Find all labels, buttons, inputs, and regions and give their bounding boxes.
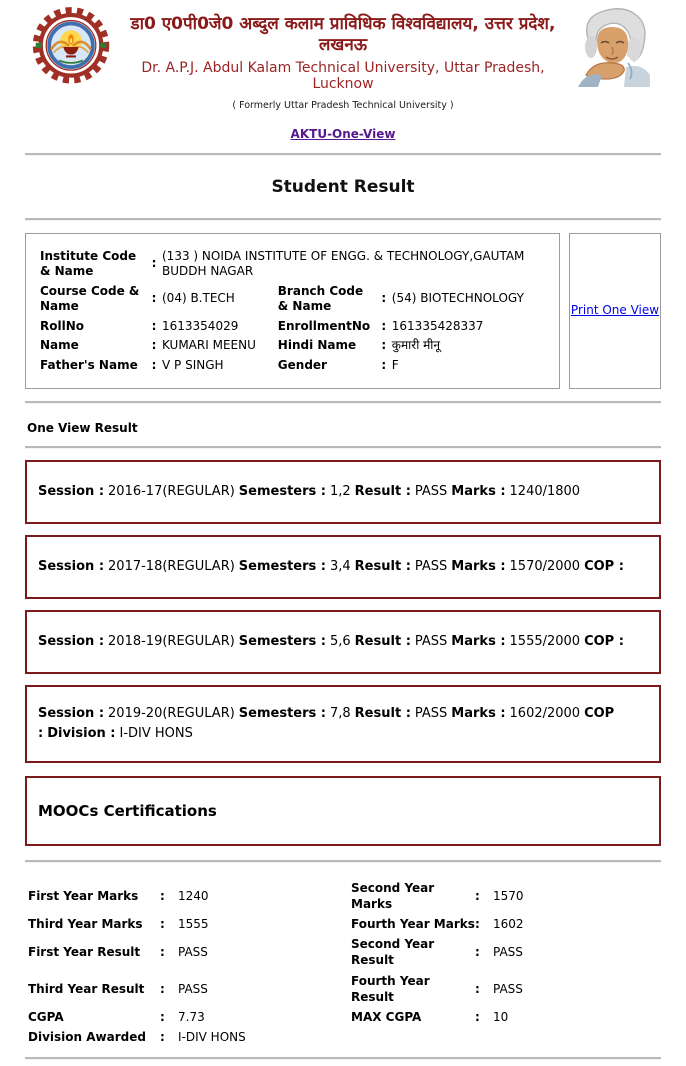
cop-label: COP : [584,558,624,574]
info-row-father-gender [38,356,549,376]
branch-label: Branch Code & Name [277,283,364,314]
summary-row [28,1027,661,1047]
summary-row [28,934,661,970]
name-label: Name [40,338,79,353]
empty-cell [493,1027,661,1047]
semesters-label: Semesters : [238,706,326,722]
session-label: Session : [38,558,105,574]
bottom-spacer [0,1060,686,1066]
colon: : [475,1009,480,1024]
divider [25,218,661,221]
colon: : [160,945,165,960]
marks-label: Marks : [451,558,506,574]
colon: : [151,338,157,353]
institute-value: (133 ) NOIDA INSTITUTE OF ENGG. & TECHNOLOGY,GAUTAM BUDDH NAGAR [162,248,525,279]
fourth-year-marks-label: Fourth Year Marks [351,917,475,932]
aktu-one-view-link[interactable]: AKTU-One-View [290,126,396,141]
rollno-label: RollNo [40,318,84,333]
course-label: Course Code & Name [40,283,140,314]
cgpa-label: CGPA [28,1009,64,1024]
session-value: 2018-19(REGULAR) [108,633,235,649]
empty-cell [475,1027,493,1047]
third-year-result-value: PASS [178,981,208,996]
info-row-course-branch [38,282,549,317]
gender-label: Gender [277,358,327,373]
colon: : [475,888,480,903]
semesters-value: 5,6 [329,633,351,649]
cgpa-value: 7.73 [178,1009,205,1024]
enrollment-label: EnrollmentNo [277,318,371,333]
info-row-name [38,336,549,356]
colon: : [151,358,157,373]
father-name-value: V P SINGH [162,358,224,373]
empty-cell [351,1027,475,1047]
session-value: 2019-20(REGULAR) [108,706,235,722]
summary-row [28,914,661,934]
name-value: KUMARI MEENU [162,338,256,353]
university-title-block [118,5,568,111]
division-awarded-label: Division Awarded [28,1030,146,1045]
divider [25,401,661,404]
colon: : [151,256,157,271]
division-awarded-value: I-DIV HONS [178,1030,246,1045]
session-line [38,557,628,577]
colon: : [381,338,387,353]
session-line [38,482,584,502]
max-cgpa-value: 10 [493,1009,509,1024]
semesters-label: Semesters : [238,558,326,574]
page-title: Student Result [271,176,415,197]
student-info-table [38,247,549,376]
student-info-section [25,233,661,389]
colon: : [151,291,157,306]
university-former-name: ( Formerly Uttar Pradesh Technical University ) [232,99,454,111]
gender-value: F [391,358,399,373]
rollno-value: 1613354029 [162,318,239,333]
session-label: Session : [38,633,105,649]
colon: : [475,945,480,960]
moocs-certifications-box [25,776,661,846]
university-title-english: Dr. A.P.J. Abdul Kalam Technical University, Uttar Pradesh, Lucknow [141,59,545,92]
cop-label: COP : [584,633,624,649]
print-one-view-box [569,233,661,389]
result-label: Result : [354,706,411,722]
third-year-marks-value: 1555 [178,917,209,932]
colon: : [160,981,165,996]
second-year-result-label: Second Year Result [351,937,435,968]
semesters-label: Semesters : [238,633,326,649]
colon: : [381,318,387,333]
first-year-marks-value: 1240 [178,888,209,903]
session-label: Session : [38,706,105,722]
kalam-portrait-image [568,5,660,92]
second-year-result-value: PASS [493,945,523,960]
cop-label: COP : [38,706,615,741]
session-label: Session : [38,483,105,499]
fourth-year-result-label: Fourth Year Result [351,973,430,1004]
result-label: Result : [354,633,411,649]
course-value: (04) B.TECH [162,291,235,306]
session-box-2017-18 [25,535,661,599]
semesters-value: 1,2 [329,483,351,499]
colon: : [160,1009,165,1024]
second-year-marks-label: Second Year Marks [351,880,435,911]
session-box-2019-20 [25,685,661,763]
colon: : [160,888,165,903]
second-year-marks-value: 1570 [493,888,524,903]
semesters-label: Semesters : [238,483,326,499]
colon: : [151,318,157,333]
marks-value: 1570/2000 [509,558,581,574]
colon: : [475,917,480,932]
summary-row [28,878,661,914]
university-logo-icon [26,5,118,92]
colon: : [475,981,480,996]
result-value: PASS [414,706,448,722]
info-row-institute [38,247,549,282]
fourth-year-marks-value: 1602 [493,917,524,932]
result-label: Result : [354,483,411,499]
divider [25,860,661,863]
one-view-result-heading: One View Result [27,420,138,435]
semesters-value: 7,8 [329,706,351,722]
branch-value: (54) BIOTECHNOLOGY [391,291,524,306]
session-line [38,632,628,652]
semesters-value: 3,4 [329,558,351,574]
year-summary-table [28,878,661,1048]
marks-label: Marks : [451,706,506,722]
result-value: PASS [414,633,448,649]
session-box-2016-17 [25,460,661,524]
first-year-marks-label: First Year Marks [28,888,139,903]
print-one-view-link[interactable]: Print One View [570,303,660,318]
session-box-2018-19 [25,610,661,674]
divider [25,153,661,156]
third-year-result-label: Third Year Result [28,981,145,996]
summary-row [28,1007,661,1027]
result-value: PASS [414,483,448,499]
result-value: PASS [414,558,448,574]
marks-value: 1240/1800 [509,483,581,499]
third-year-marks-label: Third Year Marks [28,917,143,932]
session-value: 2016-17(REGULAR) [108,483,235,499]
enrollment-value: 161335428337 [391,318,484,333]
university-title-hindi: डा0 ए0पी0जे0 अब्दुल कलाम प्राविधिक विश्वविद्यालय, उत्तर प्रदेश, लखनऊ [130,14,556,56]
nav-bar [0,127,686,141]
session-value: 2017-18(REGULAR) [108,558,235,574]
colon: : [160,1030,165,1045]
year-summary-section [28,878,661,1048]
result-label: Result : [354,558,411,574]
colon: : [160,917,165,932]
marks-value: 1602/2000 [509,706,581,722]
division-label: Division : [47,725,116,741]
first-year-result-value: PASS [178,945,208,960]
moocs-heading: MOOCs Certifications [38,801,217,820]
summary-row [28,971,661,1007]
info-row-rollno-enrollment [38,317,549,337]
father-name-label: Father's Name [40,358,138,373]
session-line [38,704,648,743]
divider [25,446,661,449]
division-value: I-DIV HONS [119,725,193,741]
colon: : [381,358,387,373]
hindi-name-label: Hindi Name [277,338,357,353]
fourth-year-result-value: PASS [493,981,523,996]
student-info-box [25,233,560,389]
marks-label: Marks : [451,483,506,499]
colon: : [381,291,387,306]
marks-label: Marks : [451,633,506,649]
marks-value: 1555/2000 [509,633,581,649]
hindi-name-value: कुमारी मीनू [391,338,441,353]
header [0,0,686,111]
first-year-result-label: First Year Result [28,945,141,960]
institute-label: Institute Code & Name [40,248,137,279]
max-cgpa-label: MAX CGPA [351,1009,422,1024]
